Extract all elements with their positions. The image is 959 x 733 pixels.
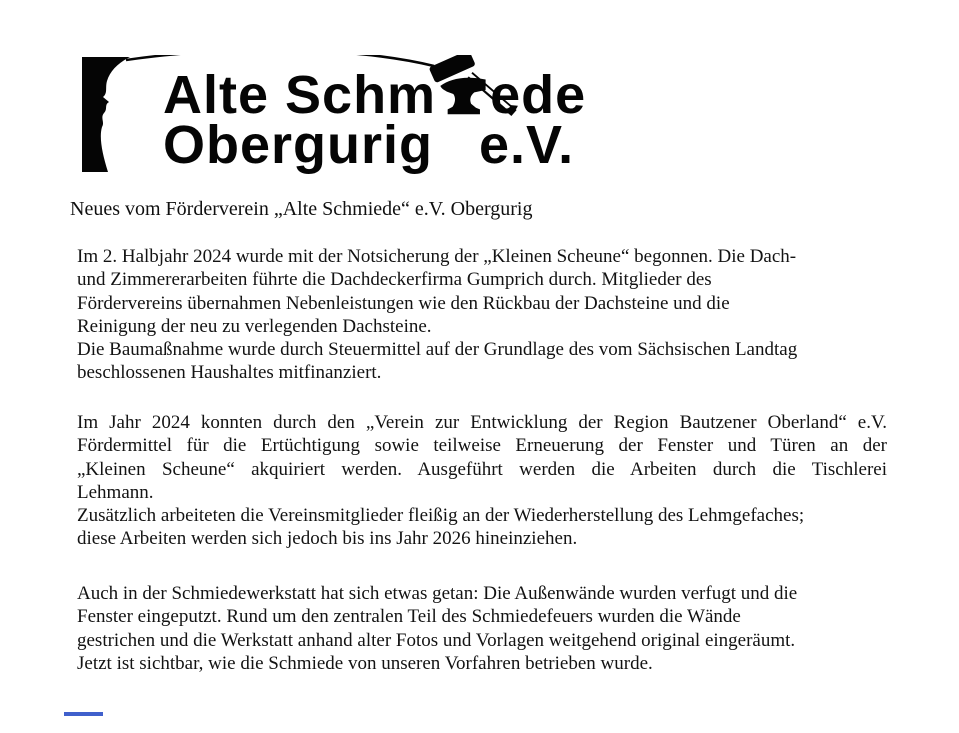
forge-silhouette-icon (82, 57, 130, 172)
logo-title-part2: ede (490, 65, 587, 125)
text-line: Im 2. Halbjahr 2024 wurde mit der Notsicherung der „Kleinen Scheune“ begonnen. Die Dach- (77, 246, 797, 267)
logo-subtitle (163, 115, 575, 175)
anvil-icon (437, 73, 489, 115)
text-line: Fördervereins übernahmen Nebenleistungen wie den Rückbau der Dachsteine und die (77, 292, 730, 314)
text-line: Jetzt ist sichtbar, wie die Schmiede von unseren Vorfahren betrieben wurde. (77, 652, 653, 674)
logo-title (163, 65, 587, 125)
text-line: gestrichen und die Werkstatt anhand alter Fotos und Vorlagen weitgehend original eingeräumt. (77, 629, 796, 651)
text-line: Fenster eingeputzt. Rund um den zentralen Teil des Schmiedefeuers wurden die Wände (77, 606, 741, 628)
text-line: Auch in der Schmiedewerkstatt hat sich etwas getan: Die Außenwände wurden verfugt und die (77, 583, 798, 604)
paragraph-foerdermittel (77, 411, 887, 551)
text-line: beschlossenen Haushaltes mitfinanziert. (77, 362, 382, 384)
text-line: Zusätzlich arbeiteten die Vereinsmitglieder fleißig an der Wiederherstellung des Lehmgefaches; (77, 505, 805, 527)
text-line: Reinigung der neu zu verlegenden Dachsteine. (77, 315, 432, 337)
logo-subtitle-name: Obergurig (163, 115, 434, 175)
logo-subtitle-suffix: e.V. (479, 115, 575, 175)
paragraph-schmiedewerkstatt (77, 582, 887, 675)
text-line: diese Arbeiten werden sich jedoch bis ins Jahr 2026 hineinziehen. (77, 528, 578, 550)
text-line: Lehmann. (77, 481, 154, 503)
footer-link-underline (64, 712, 103, 716)
logo-title-part1: Alte Schm (163, 65, 437, 125)
text-line: „Kleinen Scheune“ akquiriert werden. Ausgeführt werden die Arbeiten durch die Tischlerei (77, 458, 887, 480)
text-line: Die Baumaßnahme wurde durch Steuermittel auf der Grundlage des vom Sächsischen Landtag (77, 339, 798, 361)
page-title: Neues vom Förderverein „Alte Schmiede“ e.V. Obergurig (70, 198, 533, 220)
text-line: Im Jahr 2024 konnten durch den „Verein zur Entwicklung der Region Bautzener Oberland“ e.V. (77, 412, 887, 433)
text-line: und Zimmererarbeiten führte die Dachdeckerfirma Gumprich durch. Mitglieder des (77, 269, 712, 291)
text-line: Fördermittel für die Ertüchtigung sowie teilweise Erneuerung der Fenster und Türen an der (77, 435, 887, 457)
paragraph-notsicherung (77, 245, 887, 385)
logo (82, 55, 602, 175)
